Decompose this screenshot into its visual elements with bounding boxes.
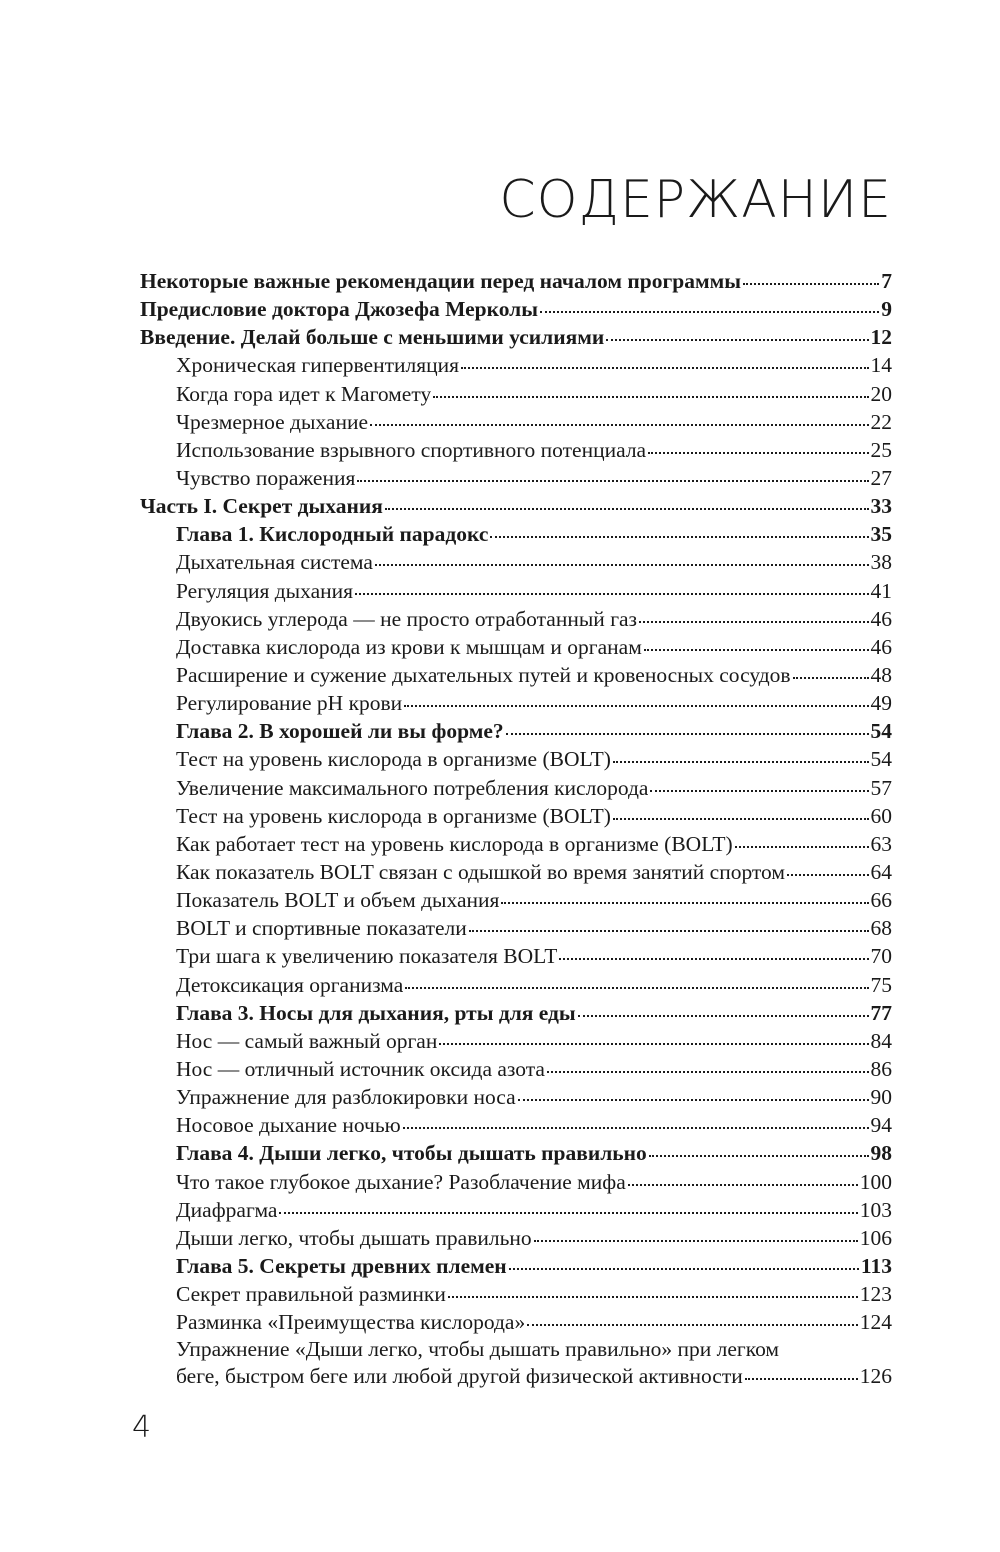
toc-entry-page: 54: [870, 719, 892, 744]
toc-entry-title: беге, быстром беге или любой другой физической активности: [176, 1364, 743, 1389]
toc-entry: [140, 942, 892, 970]
toc-entry-title: Дыхательная система: [176, 550, 373, 575]
dot-leader: [370, 424, 869, 426]
toc-entry: [140, 605, 892, 633]
dot-leader: [433, 396, 868, 398]
toc-entry-title: Предисловие доктора Джозефа Мерколы: [140, 297, 539, 322]
dot-leader: [735, 846, 869, 848]
dot-leader: [501, 902, 868, 904]
dot-leader: [743, 283, 879, 285]
toc-entry: [140, 999, 892, 1027]
toc-entry-page: 64: [870, 859, 892, 884]
toc-entry-title: Тест на уровень кислорода в организме (BOLT): [176, 747, 611, 772]
toc-entry-page: 14: [870, 353, 892, 378]
toc-entry-title: Носовое дыхание ночью: [176, 1113, 401, 1138]
toc-entry-title: Упражнение для разблокировки носа: [176, 1085, 516, 1110]
toc-entry-page: 46: [870, 634, 892, 659]
toc-entry-title: Некоторые важные рекомендации перед началом программы: [140, 269, 742, 293]
dot-leader: [355, 593, 868, 595]
toc-entry-title: Глава 4. Дыши легко, чтобы дышать правильно: [176, 1141, 647, 1166]
dot-leader: [279, 1212, 857, 1214]
toc-entry-title: Использование взрывного спортивного потенциала: [176, 437, 647, 462]
toc-entry-page: 20: [870, 381, 892, 406]
toc-entry-page: 124: [859, 1310, 892, 1335]
toc-entry-page: 41: [870, 578, 892, 603]
dot-leader: [385, 508, 869, 510]
toc-entry-page: 106: [859, 1225, 892, 1250]
toc-entry: [140, 436, 892, 464]
toc-entry-title: Показатель BOLT и объем дыхания: [176, 888, 500, 913]
dot-leader: [540, 311, 879, 313]
toc-entry: [140, 886, 892, 914]
dot-leader: [404, 705, 868, 707]
toc-entry-title: Глава 5. Секреты древних племен: [176, 1253, 507, 1278]
toc-entry-page: 94: [870, 1113, 892, 1138]
toc-entry: [140, 802, 892, 830]
toc-entry: [140, 830, 892, 858]
toc-entry: [140, 520, 892, 548]
dot-leader: [403, 1127, 869, 1129]
toc-entry-page: 48: [870, 662, 892, 687]
toc-entry-title: Тест на уровень кислорода в организме (BOLT): [176, 803, 611, 828]
toc-entry-title: Расширение и сужение дыхательных путей и кровеносных сосудов: [176, 662, 791, 687]
toc-entry: [140, 1027, 892, 1055]
toc-entry-page: 35: [870, 522, 892, 547]
toc-entry: [140, 774, 892, 802]
dot-leader: [509, 1268, 859, 1270]
toc-entry-title: Как работает тест на уровень кислорода в организме (BOLT): [176, 831, 733, 856]
dot-leader: [527, 1324, 858, 1326]
dot-leader: [628, 1184, 858, 1186]
toc-entry-title-line1: Упражнение «Дыши легко, чтобы дышать правильно» при легком: [176, 1337, 780, 1362]
dot-leader: [448, 1296, 858, 1298]
dot-leader: [648, 452, 868, 454]
toc-entry-page: 68: [870, 916, 892, 941]
toc-entry-title: Глава 1. Кислородный парадокс: [176, 522, 489, 547]
toc-entry-title: Детоксикация организма: [176, 972, 404, 997]
toc-entry: [140, 548, 892, 576]
toc-entry: [140, 689, 892, 717]
toc-entry-page: 90: [870, 1085, 892, 1110]
toc-entry-page: 77: [870, 1000, 892, 1025]
toc-entry-page: 66: [870, 888, 892, 913]
dot-leader: [649, 1155, 869, 1157]
toc-entry-title: Хроническая гипервентиляция: [176, 353, 460, 378]
dot-leader: [439, 1043, 868, 1045]
dot-leader: [375, 564, 869, 566]
toc-entry-page: 98: [870, 1141, 892, 1166]
toc-entry-page: 9: [881, 297, 892, 322]
toc-entry-page: 22: [870, 409, 892, 434]
toc-entry: [140, 492, 892, 520]
toc-entry: [140, 914, 892, 942]
toc-entry: [140, 1252, 892, 1280]
toc-entry: [140, 1224, 892, 1252]
toc-entry-title: Чрезмерное дыхание: [176, 409, 368, 434]
toc-entry-page: 86: [870, 1056, 892, 1081]
dot-leader: [606, 339, 868, 341]
toc-entry-page: 49: [870, 691, 892, 716]
dot-leader: [559, 958, 868, 960]
dot-leader: [578, 1015, 869, 1017]
toc-entry-page: 113: [860, 1253, 892, 1278]
toc-entry: [140, 1139, 892, 1167]
toc-entry-title-line2: [176, 1363, 892, 1390]
toc-entry-title: Что такое глубокое дыхание? Разоблачение мифа: [176, 1169, 626, 1194]
dot-leader: [787, 874, 869, 876]
dot-leader: [469, 930, 869, 932]
toc-entry-title: Разминка «Преимущества кислорода»: [176, 1310, 526, 1335]
toc-entry-title: Три шага к увеличению показателя BOLT: [176, 944, 558, 969]
toc-entry-title: Часть I. Секрет дыхания: [140, 494, 383, 519]
toc-entry-title: Увеличение максимального потребления кислорода: [176, 775, 649, 800]
toc-entry: [140, 858, 892, 886]
toc-entry-page: 54: [870, 747, 892, 772]
toc-entry: [140, 661, 892, 689]
toc-entry-page: 84: [870, 1028, 892, 1053]
toc-entry: [140, 351, 892, 379]
toc-entry-page: 33: [870, 494, 892, 519]
toc-entry: [140, 380, 892, 408]
toc-entry-page: 12: [870, 325, 892, 350]
toc-entry-page: 27: [870, 465, 892, 490]
toc-entry: [140, 1083, 892, 1111]
toc-entry: [140, 1336, 892, 1390]
dot-leader: [793, 677, 869, 679]
dot-leader: [613, 761, 869, 763]
toc-entry-title: Регуляция дыхания: [176, 578, 354, 603]
toc-entry-page: 7: [881, 269, 892, 293]
page-number: 4: [132, 1410, 152, 1445]
toc-entry: [140, 745, 892, 773]
toc-entry-page: 123: [859, 1282, 892, 1307]
toc-entry-page: 126: [859, 1364, 892, 1389]
dot-leader: [518, 1099, 869, 1101]
toc-entry-title: Диафрагма: [176, 1197, 278, 1222]
dot-leader: [506, 733, 869, 735]
toc-entry: [140, 577, 892, 605]
toc-entry-title: Глава 2. В хорошей ли вы форме?: [176, 719, 504, 744]
toc-entry-title: Двуокись углерода — не просто отработанный газ: [176, 606, 638, 631]
toc-entry-title: Глава 3. Носы для дыхания, рты для еды: [176, 1000, 576, 1025]
toc-entry-title: Как показатель BOLT связан с одышкой во время занятий спортом: [176, 859, 785, 884]
toc-entry: [140, 267, 892, 295]
toc-entry-title: Чувство поражения: [176, 465, 356, 490]
toc-entry: [140, 1196, 892, 1224]
dot-leader: [613, 818, 869, 820]
dot-leader: [650, 790, 868, 792]
dot-leader: [461, 367, 868, 369]
table-of-contents: [140, 267, 892, 1390]
toc-entry-page: 63: [870, 831, 892, 856]
toc-entry-page: 38: [870, 550, 892, 575]
toc-entry-title: Дыши легко, чтобы дышать правильно: [176, 1225, 532, 1250]
toc-entry: [140, 1168, 892, 1196]
toc-entry: [140, 295, 892, 323]
toc-entry-page: 75: [870, 972, 892, 997]
toc-entry-page: 70: [870, 944, 892, 969]
toc-entry: [140, 717, 892, 745]
toc-entry: [140, 1055, 892, 1083]
toc-entry-page: 60: [870, 803, 892, 828]
toc-entry-title: Нос — самый важный орган: [176, 1028, 438, 1053]
toc-entry: [140, 464, 892, 492]
dot-leader: [547, 1071, 869, 1073]
toc-entry: [140, 1111, 892, 1139]
toc-entry-title: Введение. Делай больше с меньшими усилиями: [140, 325, 605, 350]
toc-entry: [140, 971, 892, 999]
toc-entry: [140, 1280, 892, 1308]
toc-entry: [140, 323, 892, 351]
dot-leader: [644, 649, 869, 651]
toc-entry-page: 100: [859, 1169, 892, 1194]
page-title: СОДЕРЖАНИЕ: [499, 170, 892, 230]
toc-entry-title: Секрет правильной разминки: [176, 1282, 446, 1307]
toc-entry: [140, 408, 892, 436]
toc-entry-title: Доставка кислорода из крови к мышцам и органам: [176, 634, 642, 659]
toc-entry-title: BOLT и спортивные показатели: [176, 916, 467, 941]
toc-entry-title: Нос — отличный источник оксида азота: [176, 1056, 545, 1081]
toc-entry-page: 25: [870, 437, 892, 462]
dot-leader: [405, 987, 868, 989]
toc-entry: [140, 1308, 892, 1336]
toc-entry-title: Регулирование pH крови: [176, 691, 403, 716]
toc-entry-page: 46: [870, 606, 892, 631]
toc-entry-page: 103: [859, 1197, 892, 1222]
dot-leader: [745, 1378, 858, 1380]
dot-leader: [490, 536, 868, 538]
toc-entry-title: Когда гора идет к Магомету: [176, 381, 432, 406]
dot-leader: [357, 480, 868, 482]
dot-leader: [639, 621, 868, 623]
toc-entry: [140, 633, 892, 661]
toc-entry-page: 57: [870, 775, 892, 800]
dot-leader: [534, 1240, 858, 1242]
